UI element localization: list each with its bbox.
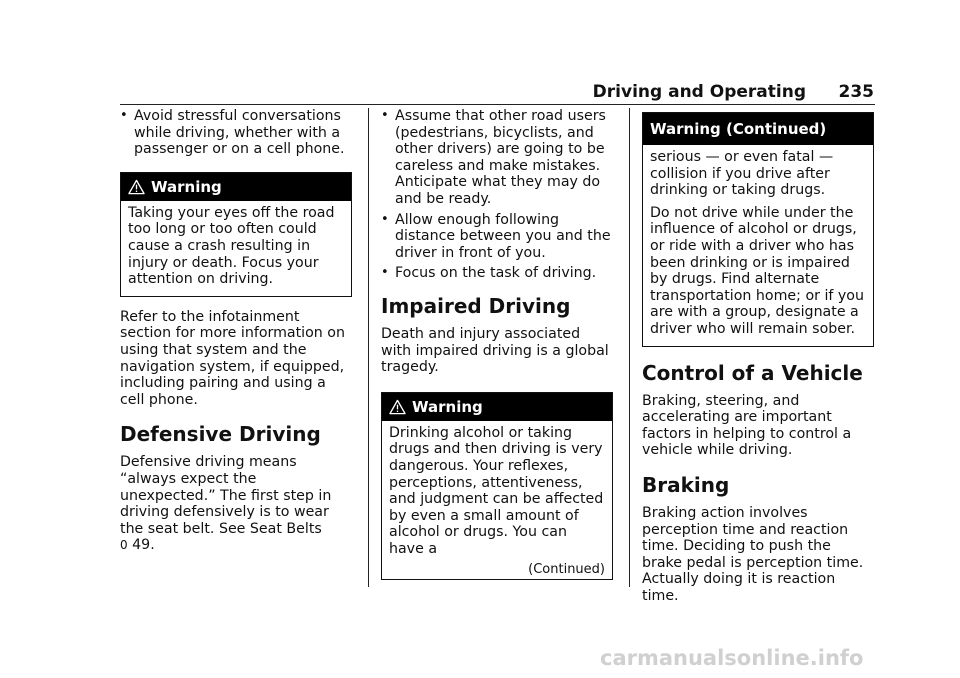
warning-text: Do not drive while under the influence of alcohol or drugs, or ride with a driver who has been drinking or is impaired by drugs. Find alternate transportation home; or if you are with a group, designate a driver who will remain sober. <box>650 204 864 337</box>
section-heading: Braking <box>642 472 730 497</box>
warning-triangle-icon <box>389 399 406 415</box>
warning-title: Warning <box>151 177 222 196</box>
warning-body <box>382 421 612 580</box>
column-3 <box>642 108 874 614</box>
paragraph-text: Defensive driving means “always expect the unexpected.” The first step in driving defensively is to wear the seat belt. See Seat Belts <box>120 454 332 537</box>
paragraph: Death and injury associated with impaired driving is a global tragedy. <box>381 325 609 376</box>
warning-box-continued <box>642 112 874 347</box>
warning-triangle-icon <box>128 179 145 195</box>
list-item: • Assume that other road users (pedestrians, bicyclists, and other drivers) are going to be careless and make mistakes. Anticipate what they may do and be ready. <box>381 108 613 208</box>
section-heading: Impaired Driving <box>381 293 571 318</box>
warning-text: Drinking alcohol or taking drugs and then driving is very dangerous. Your reflexes, perceptions, attentiveness, and judgment can be affected by even a small amount of alcohol or drugs. You can have a <box>389 424 604 557</box>
paragraph: Braking action involves perception time and reaction time. Deciding to push the brake pedal is perception time. Actually doing it is reaction time. <box>642 504 864 604</box>
section-title: Driving and Operating <box>592 82 806 102</box>
watermark: carmanualsonline.info <box>600 646 864 670</box>
warning-body <box>121 201 351 296</box>
warning-text: serious — or even fatal — collision if you drive after drinking or taking drugs. <box>650 149 834 199</box>
bullet-list <box>120 108 352 158</box>
warning-header <box>382 393 612 421</box>
page-number: 235 <box>838 82 874 102</box>
page-header <box>120 78 875 104</box>
warning-title: Warning (Continued) <box>650 120 827 138</box>
column-divider-2 <box>629 108 630 587</box>
column-2 <box>381 108 613 592</box>
list-item: • Allow enough following distance between you and the driver in front of you. <box>381 212 613 262</box>
continued-label: (Continued) <box>528 562 605 578</box>
section-heading: Control of a Vehicle <box>642 360 863 385</box>
paragraph <box>120 454 352 554</box>
warning-box <box>381 392 613 581</box>
column-divider-1 <box>368 108 369 587</box>
warning-header <box>643 113 873 145</box>
section-heading: Defensive Driving <box>120 422 321 447</box>
warning-title: Warning <box>412 397 483 416</box>
list-item: • Focus on the task of driving. <box>381 265 613 282</box>
paragraph: Refer to the infotainment section for more information on using that system and the navigation system, if equipped, including pairing and using a cell phone. <box>120 308 345 408</box>
page-reference-icon: 0 <box>120 538 128 553</box>
warning-text: Taking your eyes off the road too long or too often could cause a crash resulting in injury or death. Focus your attention on driving. <box>128 204 335 288</box>
list-item: • Avoid stressful conversations while driving, whether with a passenger or on a cell phone. <box>120 108 352 158</box>
paragraph: Braking, steering, and accelerating are important factors in helping to control a vehicle while driving. <box>642 392 852 459</box>
warning-body <box>643 145 873 346</box>
header-divider <box>120 104 875 105</box>
warning-header <box>121 173 351 201</box>
bullet-list <box>381 108 613 282</box>
warning-box <box>120 172 352 297</box>
column-1 <box>120 108 352 564</box>
page-reference-link[interactable]: 49. <box>132 537 155 554</box>
